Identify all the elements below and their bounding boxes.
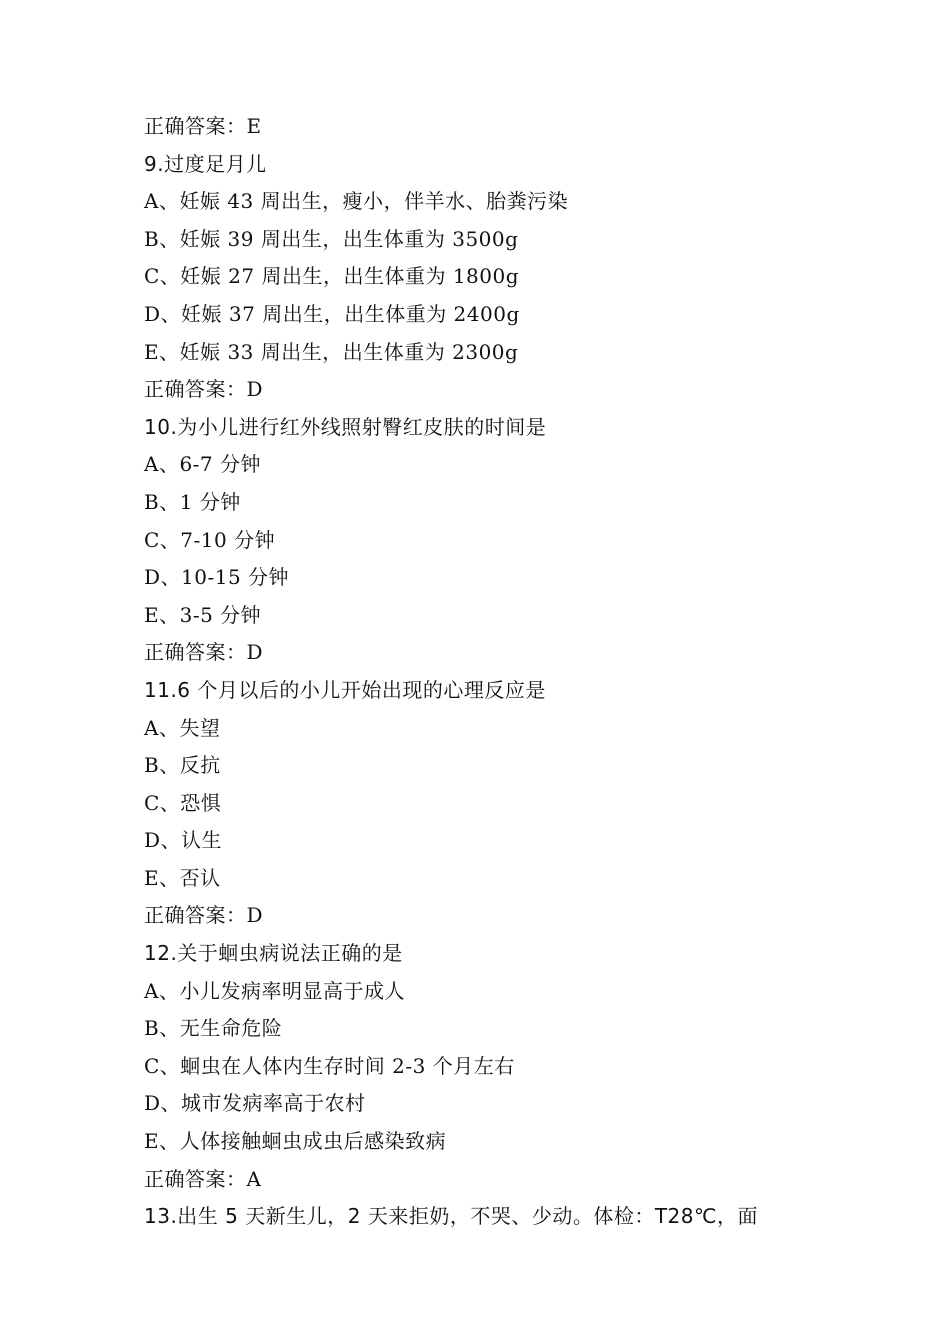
question-10-title: 10.为小儿进行红外线照射臀红皮肤的时间是 <box>144 414 547 439</box>
question-9-title: 9.过度足月儿 <box>144 151 267 176</box>
question-12-option-d: D、城市发病率高于农村 <box>144 1091 366 1116</box>
answer-line-10: 正确答案：D <box>144 640 264 665</box>
question-9-option-a: A、妊娠 43 周出生，瘦小，伴羊水、胎粪污染 <box>144 189 569 214</box>
answer-line-8: 正确答案：E <box>144 114 262 138</box>
answer-line-9: 正确答案：D <box>144 377 264 402</box>
question-10-option-d: D、10-15 分钟 <box>144 565 290 590</box>
question-9-option-c: C、妊娠 27 周出生，出生体重为 1800g <box>144 264 520 289</box>
question-11-title: 11.6 个月以后的小儿开始出现的心理反应是 <box>144 677 546 702</box>
question-11-option-a: A、失望 <box>144 715 221 740</box>
question-12-option-c: C、蛔虫在人体内生存时间 2-3 个月左右 <box>144 1053 515 1078</box>
question-12-title: 12.关于蛔虫病说法正确的是 <box>144 941 403 966</box>
question-12-option-b: B、无生命危险 <box>144 1016 283 1041</box>
question-9-option-e: E、妊娠 33 周出生，出生体重为 2300g <box>144 339 519 364</box>
answer-line-12: 正确答案：A <box>144 1166 262 1191</box>
question-12-option-e: E、人体接触蛔虫成虫后感染致病 <box>144 1129 447 1154</box>
question-9-option-d: D、妊娠 37 周出生，出生体重为 2400g <box>144 301 520 326</box>
question-10-option-b: B、1 分钟 <box>144 489 241 514</box>
answer-line-11: 正确答案：D <box>144 903 264 928</box>
question-11-option-e: E、否认 <box>144 865 221 890</box>
question-11-option-d: D、认生 <box>144 828 223 853</box>
question-10-option-c: C、7-10 分钟 <box>144 527 276 552</box>
question-10-option-a: A、6-7 分钟 <box>144 452 262 477</box>
question-11-option-b: B、反抗 <box>144 753 221 778</box>
question-12-option-a: A、小儿发病率明显高于成人 <box>144 978 405 1003</box>
question-11-option-c: C、恐惧 <box>144 790 222 815</box>
question-13-title: 13.出生 5 天新生儿，2 天来拒奶，不哭、少动。体检：T28℃，面 <box>144 1204 758 1229</box>
question-9-option-b: B、妊娠 39 周出生，出生体重为 3500g <box>144 226 519 251</box>
document-content <box>144 108 844 1236</box>
question-10-option-e: E、3-5 分钟 <box>144 602 262 627</box>
